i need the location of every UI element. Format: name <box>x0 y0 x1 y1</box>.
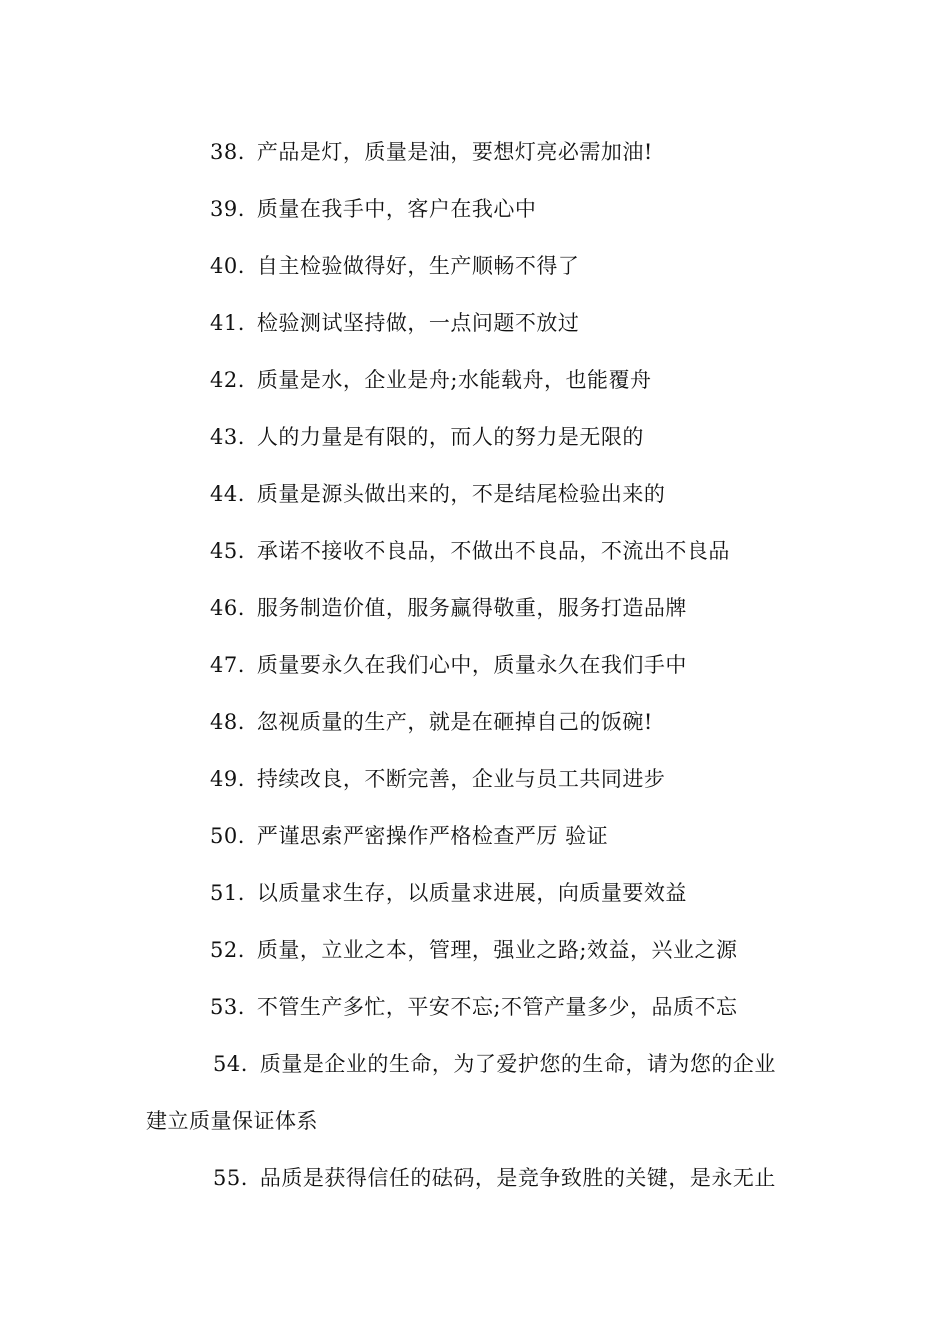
item-text: 检验测试坚持做，一点问题不放过 <box>256 311 580 335</box>
list-item <box>210 936 737 964</box>
item-number: 55. <box>213 1166 248 1190</box>
list-item <box>210 993 737 1021</box>
list-item <box>210 309 579 337</box>
list-item-54-continuation <box>146 1107 318 1135</box>
item-number: 41. <box>210 311 245 335</box>
list-item <box>210 765 665 793</box>
item-number: 52. <box>210 938 245 962</box>
list-item <box>210 252 579 280</box>
list-item-55 <box>213 1164 776 1192</box>
list-item <box>210 537 730 565</box>
item-number: 54. <box>213 1052 248 1076</box>
item-number: 43. <box>210 425 245 449</box>
list-item <box>210 879 687 907</box>
list-item <box>210 708 653 736</box>
list-item <box>210 366 651 394</box>
item-text: 不管生产多忙，平安不忘;不管产量多少，品质不忘 <box>256 995 738 1019</box>
list-item-54 <box>213 1050 776 1078</box>
item-number: 42. <box>210 368 245 392</box>
item-number: 47. <box>210 653 245 677</box>
item-text-line1: 品质是获得信任的砝码，是竞争致胜的关键，是永无止 <box>259 1166 776 1190</box>
list-item <box>210 195 536 223</box>
item-number: 49. <box>210 767 245 791</box>
item-number: 53. <box>210 995 245 1019</box>
item-number: 51. <box>210 881 245 905</box>
item-number: 39. <box>210 197 245 221</box>
item-text: 质量在我手中，客户在我心中 <box>256 197 537 221</box>
item-text: 严谨思索严密操作严格检查严厉 验证 <box>256 824 609 848</box>
item-text: 以质量求生存，以质量求进展，向质量要效益 <box>256 881 687 905</box>
item-number: 40. <box>210 254 245 278</box>
item-number: 48. <box>210 710 245 734</box>
item-number: 44. <box>210 482 245 506</box>
item-text: 承诺不接收不良品，不做出不良品，不流出不良品 <box>256 539 730 563</box>
item-text: 自主检验做得好，生产顺畅不得了 <box>256 254 580 278</box>
item-text: 产品是灯，质量是油，要想灯亮必需加油! <box>256 140 653 164</box>
list-item <box>210 594 687 622</box>
item-text: 人的力量是有限的，而人的努力是无限的 <box>256 425 644 449</box>
list-item <box>210 651 687 679</box>
item-text-line1: 质量是企业的生命，为了爱护您的生命，请为您的企业 <box>259 1052 776 1076</box>
list-item <box>210 423 644 451</box>
item-text: 质量是源头做出来的，不是结尾检验出来的 <box>256 482 666 506</box>
list-item <box>210 822 608 850</box>
item-text: 服务制造价值，服务赢得敬重，服务打造品牌 <box>256 596 687 620</box>
item-text: 持续改良，不断完善，企业与员工共同进步 <box>256 767 666 791</box>
list-item <box>210 138 653 166</box>
item-number: 45. <box>210 539 245 563</box>
item-number: 38. <box>210 140 245 164</box>
item-text: 质量是水，企业是舟;水能载舟，也能覆舟 <box>256 368 652 392</box>
item-text: 质量要永久在我们心中，质量永久在我们手中 <box>256 653 687 677</box>
item-text: 忽视质量的生产，就是在砸掉自己的饭碗! <box>256 710 653 734</box>
item-text: 质量，立业之本，管理，强业之路;效益，兴业之源 <box>256 938 738 962</box>
item-number: 46. <box>210 596 245 620</box>
list-item <box>210 480 665 508</box>
item-number: 50. <box>210 824 245 848</box>
item-text-line2: 建立质量保证体系 <box>146 1109 318 1133</box>
